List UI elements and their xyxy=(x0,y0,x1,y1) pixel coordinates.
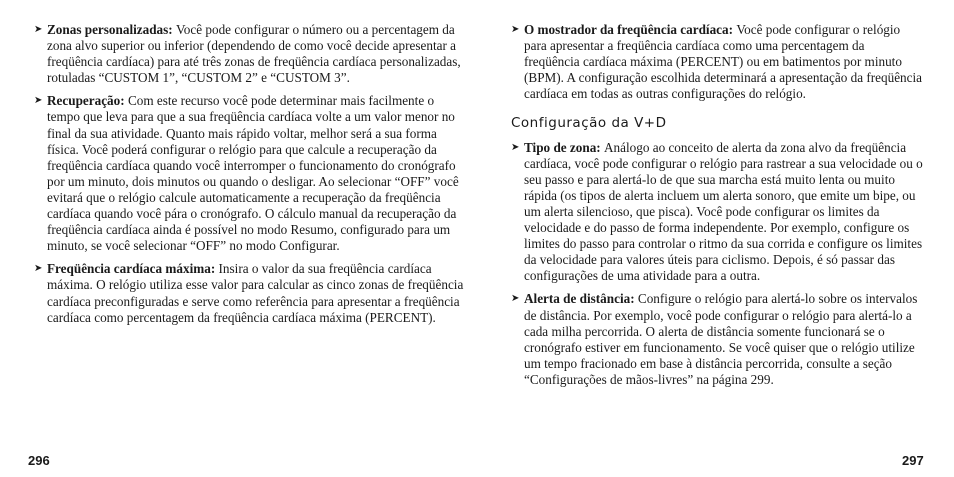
list-item xyxy=(511,22,923,102)
item-lead: O mostrador da freqüência cardíaca: xyxy=(524,22,737,37)
page-number-right: 297 xyxy=(902,453,924,468)
left-page-column xyxy=(34,22,466,333)
item-lead: Recuperação: xyxy=(47,93,128,109)
right-page-column xyxy=(511,22,923,395)
item-body: Você pode configurar o relógio para apresentar a freqüência cardíaca como uma percentagem da freqüência cardíaca máxima (PERCENT) ou em batimentos por minuto (BPM). A configuração escolhida determinará a apresentação da freqüência cardíaca em todas as outras configurações do relógio. xyxy=(524,22,923,102)
list-item xyxy=(511,291,923,388)
arrow-bullet-icon: ➤ xyxy=(34,263,43,275)
list-item xyxy=(34,261,466,325)
arrow-bullet-icon: ➤ xyxy=(511,293,520,305)
list-item xyxy=(34,22,466,86)
section-heading: Configuração da V+D xyxy=(511,115,667,132)
item-lead: Alerta de distância: xyxy=(524,291,638,307)
item-body: Configure o relógio para alertá-lo sobre os intervalos de distância. Por exemplo, você pode configurar o relógio para alertá-lo a cada milha percorrida. O alerta de distância somente funcionará se o cronógrafo estiver em funcionamento. Se você quiser que o relógio utilize um tempo fracionado em base à distância percorrida, consulte a seção “Configurações de mãos-livres” na página 299. xyxy=(524,291,918,387)
arrow-bullet-icon: ➤ xyxy=(511,24,520,35)
item-lead: Tipo de zona: xyxy=(524,139,604,155)
arrow-bullet-icon: ➤ xyxy=(511,141,520,153)
item-body: Com este recurso você pode determinar mais facilmente o tempo que leva para que a sua freqüência cardíaca volte a um valor menor no final da sua atividade. Quanto mais rápido voltar, melhor será a sua forma física. Você poderá configurar o relógio para que calcule a recuperação da freqüência cardíaca quando você interromper o funcionamento do cronógrafo por um minuto, dois minutos ou quando o desligar. Ao selecionar “OFF” você evitará que o relógio calcule automaticamente a recuperação da freqüência cardíaca quando você pára o cronógrafo. O cálculo manual da recuperação da freqüência cardíaca ainda é possível no modo Resumo, configurado para um minuto, se você selecionar “OFF” no modo Configurar. xyxy=(47,93,459,254)
item-lead: Freqüência cardíaca máxima: xyxy=(47,261,219,277)
item-body: Você pode configurar o número ou a percentagem da zona alvo superior ou inferior (dependendo de como você decide apresentar a freqüência cardíaca) para até três zonas de freqüência cardíaca personalizadas, rotuladas “CUSTOM 1”, “CUSTOM 2” e “CUSTOM 3”. xyxy=(47,22,461,86)
arrow-bullet-icon: ➤ xyxy=(34,95,43,107)
page-number-left: 296 xyxy=(28,453,50,468)
item-lead: Zonas personalizadas: xyxy=(47,22,176,37)
list-item xyxy=(34,93,466,254)
item-body: Análogo ao conceito de alerta da zona alvo da freqüência cardíaca, você pode configurar o relógio para rastrear a sua velocidade ou o seu passo e para alertá-lo de que sua marcha está muito lenta ou muito rápida (os tipos de alerta incluem um alerta sonoro, que emite um bipe, ou um alerta silencioso, que pisca). Você pode configurar os limites da velocidade e do passo de forma independente. Por exemplo, configure os limites do passo para controlar o ritmo da sua corrida e configure os limites da velocidade para valores úteis para ciclismo. Depois, é só passar das configurações de uma atividade para a outra. xyxy=(524,139,923,284)
item-body: Insira o valor da sua freqüência cardíaca máxima. O relógio utiliza esse valor para calcular as cinco zonas de freqüência cardíaca preconfiguradas e serve como referência para apresentar a freqüência cardíaca como percentagem da freqüência cardíaca máxima (PERCENT). xyxy=(47,261,464,325)
list-item xyxy=(511,140,923,285)
arrow-bullet-icon: ➤ xyxy=(34,24,43,35)
